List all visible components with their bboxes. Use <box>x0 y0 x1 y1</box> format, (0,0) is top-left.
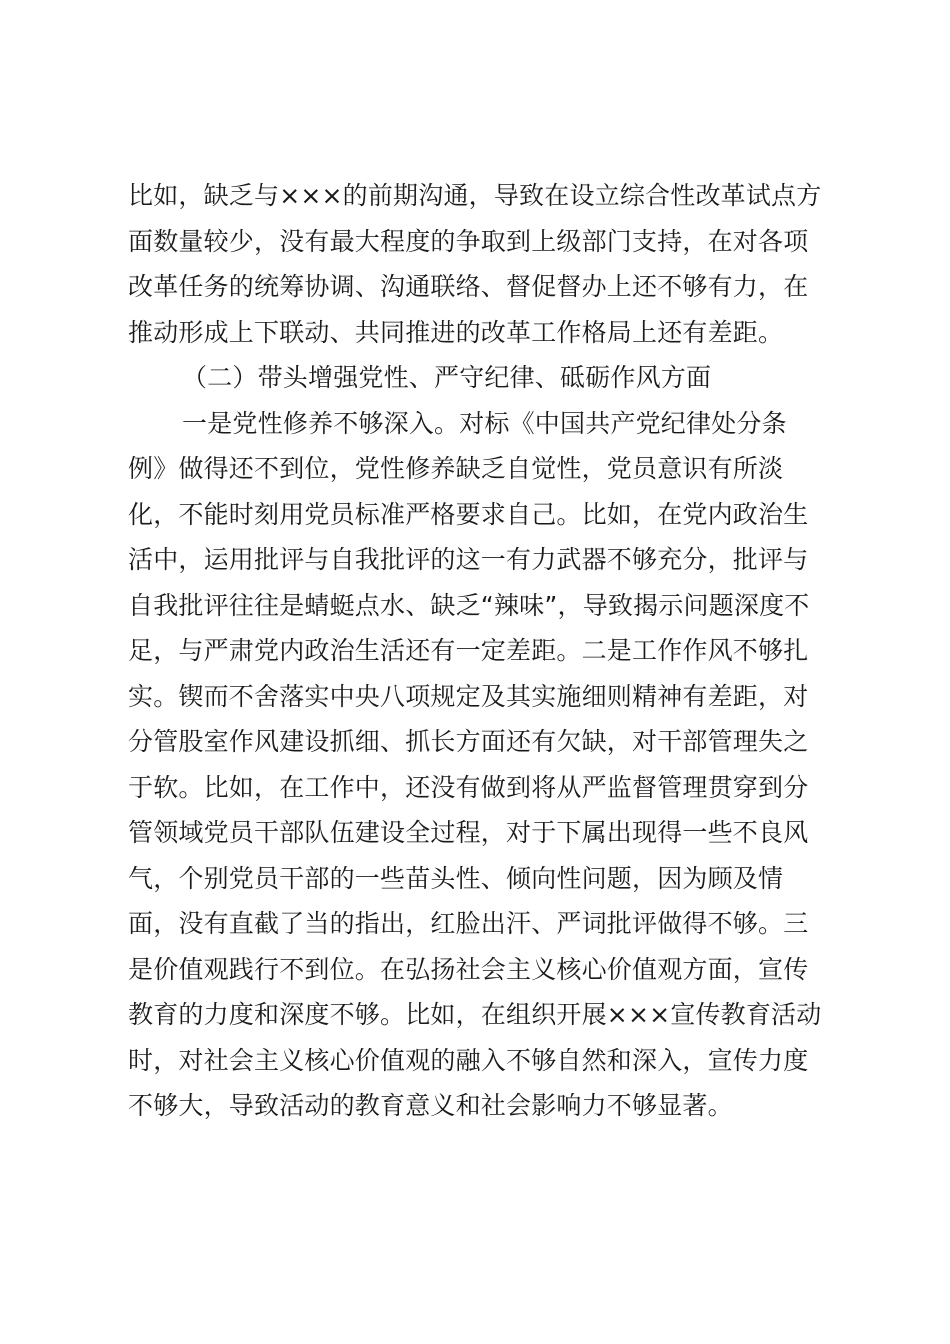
body-text <box>128 173 832 1129</box>
text-line: 分管股室作风建设抓细、抓长方面还有欠缺，对干部管理失之 <box>128 727 809 756</box>
text-line: 改革任务的统筹协调、沟通联络、督促督办上还不够有力，在 <box>128 272 809 301</box>
text-line: 教育的力度和深度不够。比如，在组织开展×××宣传教育活动 <box>128 1000 822 1029</box>
text-line: 是价值观践行不到位。在弘扬社会主义核心价值观方面，宣传 <box>128 954 809 984</box>
text-line: 比如，缺乏与×××的前期沟通，导致在设立综合性改革试点方 <box>128 181 822 210</box>
text-line: 于软。比如，在工作中，还没有做到将从严监督管理贯穿到分 <box>128 772 809 802</box>
text-line: 不够大，导致活动的教育意义和社会影响力不够显著。 <box>128 1091 733 1120</box>
section-heading: （二）带头增强党性、严守纪律、砥砺作风方面 <box>182 363 712 392</box>
text-line: 例》做得还不到位，党性修养缺乏自觉性，党员意识有所淡 <box>128 454 784 483</box>
text-line: 面，没有直截了当的指出，红脸出汗、严词批评做得不够。三 <box>128 909 809 938</box>
text-line: 实。锲而不舍落实中央八项规定及其实施细则精神有差距，对 <box>128 681 809 711</box>
text-line: 时，对社会主义核心价值观的融入不够自然和深入，宣传力度 <box>128 1045 809 1075</box>
text-line: 化，不能时刻用党员标准严格要求自己。比如，在党内政治生 <box>128 499 809 529</box>
text-line: 管领域党员干部队伍建设全过程，对于下属出现得一些不良风 <box>128 818 809 847</box>
text-line: 足，与严肃党内政治生活还有一定差距。二是工作作风不够扎 <box>128 636 809 665</box>
text-line: 一是党性修养不够深入。对标《中国共产党纪律处分条 <box>182 408 787 438</box>
text-line: 活中，运用批评与自我批评的这一有力武器不够充分，批评与 <box>128 545 809 574</box>
text-line: 推动形成上下联动、共同推进的改革工作格局上还有差距。 <box>128 317 784 347</box>
text-line: 气，个别党员干部的一些苗头性、倾向性问题，因为顾及情 <box>128 863 784 893</box>
text-line: 面数量较少，没有最大程度的争取到上级部门支持，在对各项 <box>128 226 809 256</box>
text-line: 自我批评往往是蜻蜓点水、缺乏“辣味”，导致揭示问题深度不 <box>128 590 810 620</box>
